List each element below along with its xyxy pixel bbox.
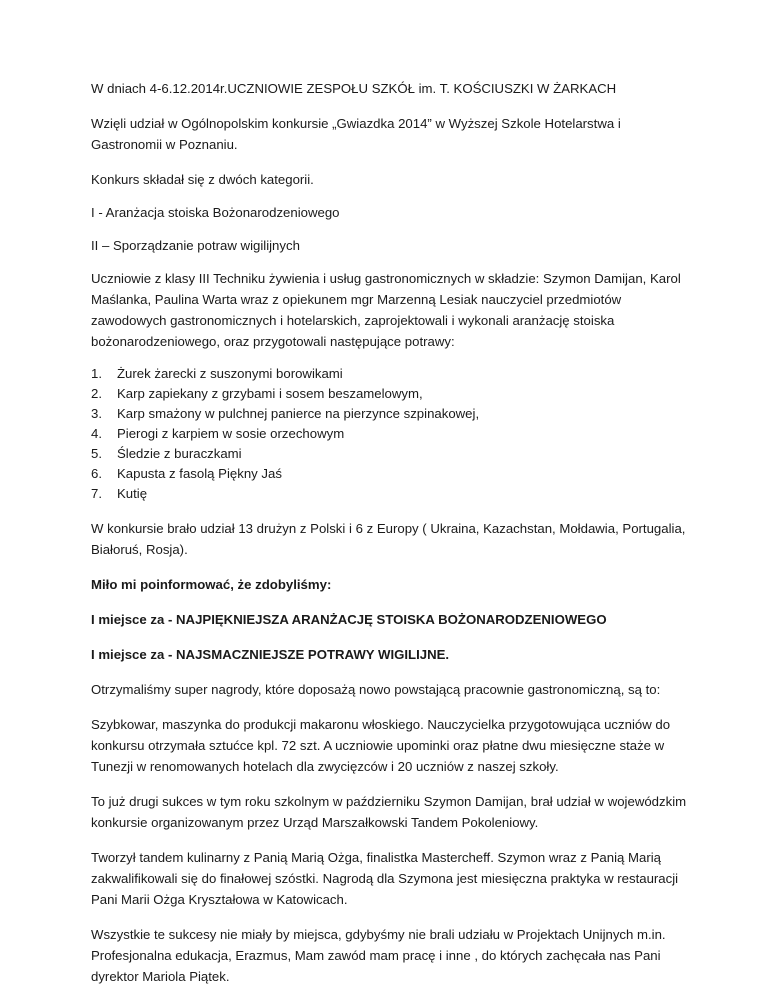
list-item	[91, 424, 691, 444]
prizes-intro: Otrzymaliśmy super nagrody, które doposażą nowo powstającą pracownie gastronomiczną, są to:	[91, 682, 661, 697]
list-number: 7.	[91, 486, 102, 501]
document-page	[91, 78, 691, 1001]
list-number: 2.	[91, 386, 102, 401]
list-number: 1.	[91, 366, 102, 381]
list-item	[91, 384, 691, 404]
prizes-paragraph: Szybkowar, maszynka do produkcji makaronu włoskiego. Nauczycielka przygotowująca uczniów do konkursu otrzymała sztućce kpl. 72 szt. A uczniowie upominki oraz płatne dwu miesięczne staże w Tunezji w renomowanych hotelach dla zwycięzców i 20 uczniów z naszej szkoły.	[91, 717, 671, 774]
document-heading: W dniach 4-6.12.2014r.UCZNIOWIE ZESPOŁU SZKÓŁ im. T. KOŚCIUSZKI W ŻARKACH	[91, 81, 617, 96]
list-item	[91, 404, 691, 424]
dish-text: Żurek żarecki z suszonymi borowikami	[117, 366, 343, 381]
dishes-list	[91, 364, 691, 504]
intro-paragraph: Wzięli udział w Ogólnopolskim konkursie „Gwiazdka 2014” w Wyższej Szkole Hotelarstwa i Gastronomii w Poznaniu.	[91, 116, 621, 152]
list-number: 5.	[91, 446, 102, 461]
participants-paragraph: W konkursie brało udział 13 drużyn z Polski i 6 z Europy ( Ukraina, Kazachstan, Mołdawia, Portugalia, Białoruś, Rosja).	[91, 521, 686, 557]
dish-text: Pierogi z karpiem w sosie orzechowym	[117, 426, 345, 441]
dish-text: Karp zapiekany z grzybami i sosem beszamelowym,	[117, 386, 423, 401]
list-item	[91, 364, 691, 384]
category-1: I - Aranżacja stoiska Bożonarodzeniowego	[91, 205, 340, 220]
categories-intro: Konkurs składał się z dwóch kategorii.	[91, 172, 314, 187]
list-item	[91, 444, 691, 464]
list-number: 4.	[91, 426, 102, 441]
announcement: Miło mi poinformować, że zdobyliśmy:	[91, 577, 332, 592]
category-2: II – Sporządzanie potraw wigilijnych	[91, 238, 300, 253]
list-number: 6.	[91, 466, 102, 481]
dish-text: Śledzie z buraczkami	[117, 446, 242, 461]
closing-paragraph: Wszystkie te sukcesy nie miały by miejsca, gdybyśmy nie brali udziału w Projektach Unijnych m.in. Profesjonalna edukacja, Erazmus, Mam zawód mam pracę i inne , do których zachęcała nas Pani dyrektor Mariola Piątek.	[91, 927, 666, 984]
award-2: I miejsce za - NAJSMACZNIEJSZE POTRAWY WIGILIJNE.	[91, 647, 450, 662]
second-success-paragraph: To już drugi sukces w tym roku szkolnym w październiku Szymon Damijan, brał udział w wojewódzkim konkursie organizowanym przez Urząd Marszałkowski Tandem Pokoleniowy.	[91, 794, 687, 830]
list-item	[91, 464, 691, 484]
dish-text: Kapusta z fasolą Piękny Jaś	[117, 466, 282, 481]
dish-text: Kutię	[117, 486, 148, 501]
tandem-paragraph: Tworzył tandem kulinarny z Panią Marią Ożga, finalistka Mastercheff. Szymon wraz z Panią Marią zakwalifikowali się do finałowej szóstki. Nagrodą dla Szymona jest miesięczna praktyka w restauracji Pani Marii Ożga Kryształowa w Katowicach.	[91, 850, 679, 907]
list-item	[91, 484, 691, 504]
dish-text: Karp smażony w pulchnej panierce na pierzynce szpinakowej,	[117, 406, 480, 421]
team-paragraph: Uczniowie z klasy III Techniku żywienia i usług gastronomicznych w składzie: Szymon Damijan, Karol Maślanka, Paulina Warta wraz z opiekunem mgr Marzenną Lesiak nauczyciel przedmiotów zawodowych gastronomicznych i hotelarskich, zaprojektowali i wykonali aranżację stoiska bożonarodzeniowego, oraz przygotowali następujące potrawy:	[91, 271, 681, 349]
award-1: I miejsce za - NAJPIĘKNIEJSZA ARANŻACJĘ STOISKA BOŻONARODZENIOWEGO	[91, 612, 607, 627]
list-number: 3.	[91, 406, 102, 421]
